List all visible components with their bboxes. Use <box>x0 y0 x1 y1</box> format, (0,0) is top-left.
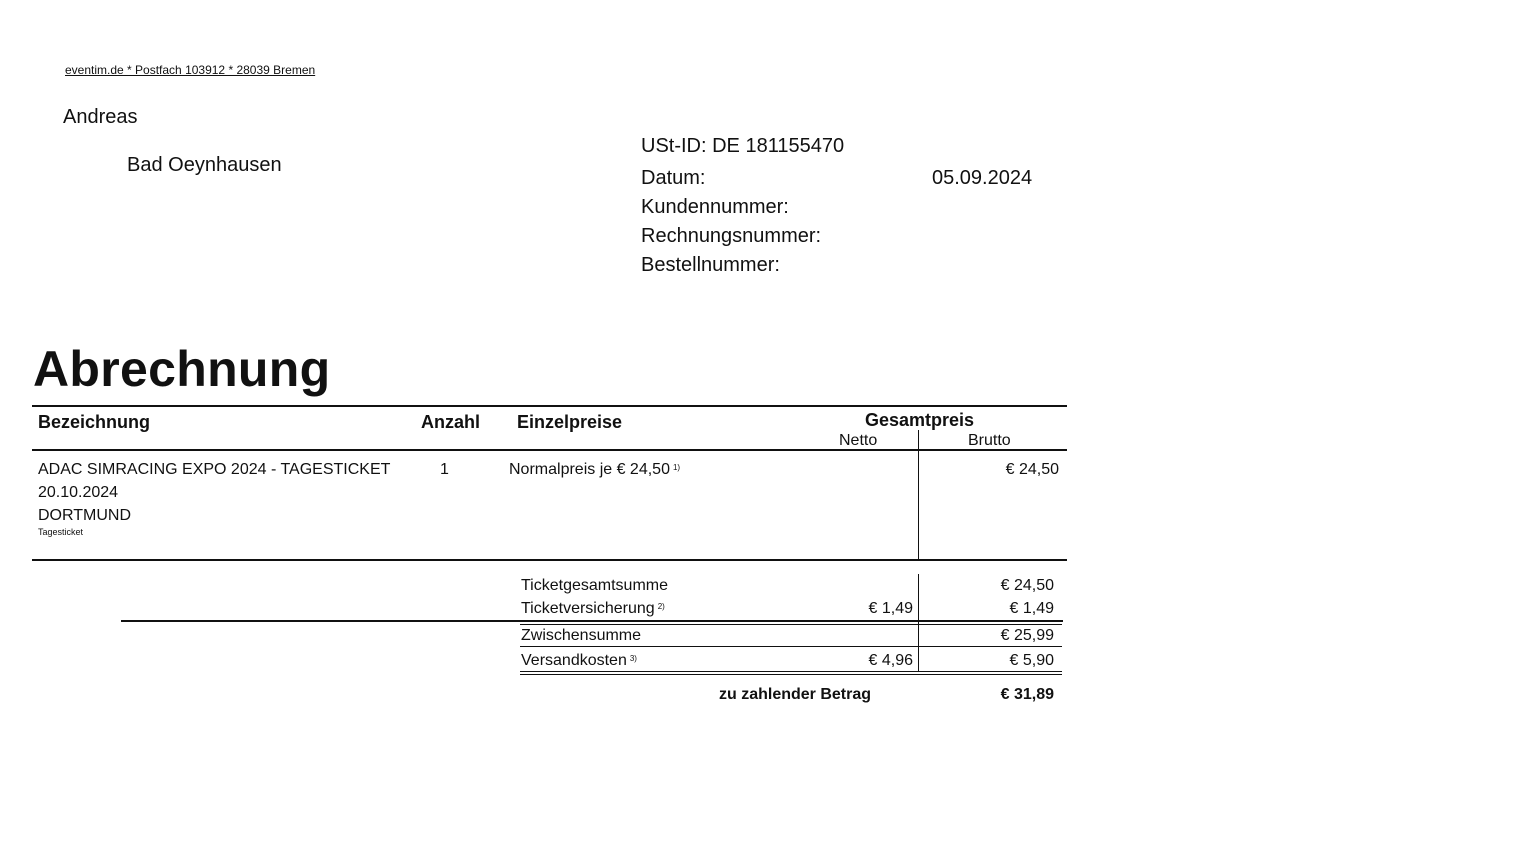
table-top-rule <box>32 405 1067 407</box>
versandkosten-netto: € 4,96 <box>868 652 913 669</box>
kundennummer-label: Kundennummer: <box>641 196 789 218</box>
header-anzahl: Anzahl <box>421 412 481 432</box>
ticketversicherung-label <box>521 600 665 618</box>
recipient-city: Bad Oeynhausen <box>127 154 282 176</box>
ust-id: USt-ID: DE 181155470 <box>641 135 845 157</box>
datum-value: 05.09.2024 <box>932 167 1033 189</box>
item-einzelpreis <box>509 461 680 479</box>
ticketgesamtsumme-brutto: € 24,50 <box>1000 577 1054 594</box>
item-date: 20.10.2024 <box>38 484 119 501</box>
subtotal-rule <box>121 620 1063 622</box>
versandkosten-label <box>521 652 637 670</box>
item-city: DORTMUND <box>38 507 132 524</box>
totals-divider <box>918 574 919 671</box>
header-gesamtpreis: Gesamtpreis <box>865 410 975 430</box>
zahlbetrag-value: € 31,89 <box>1000 686 1054 703</box>
table-header-rule <box>32 449 1067 451</box>
header-netto: Netto <box>839 432 878 449</box>
item-einzelpreis-text: Normalpreis je € 24,50 <box>509 461 670 478</box>
subtotal-rule-inner <box>520 624 1062 625</box>
header-bezeichnung: Bezeichnung <box>38 412 151 432</box>
zwischensumme-label: Zwischensumme <box>521 627 642 644</box>
item-type: Tagesticket <box>38 527 84 537</box>
versandkosten-text: Versandkosten <box>521 652 627 669</box>
footnote-marker: 3) <box>629 654 637 663</box>
footnote-marker: 1) <box>672 463 681 472</box>
versand-rule <box>520 646 1062 647</box>
bestellnummer-label: Bestellnummer: <box>641 254 780 276</box>
ticketgesamtsumme-label: Ticketgesamtsumme <box>521 577 668 594</box>
sender-address-line: eventim.de * Postfach 103912 * 28039 Bremen <box>65 63 316 77</box>
page-title: Abrechnung <box>33 341 331 397</box>
header-brutto: Brutto <box>968 432 1011 449</box>
recipient-name: Andreas <box>63 106 138 128</box>
total-double-rule-top <box>520 671 1062 672</box>
total-double-rule-bottom <box>520 674 1062 675</box>
datum-label: Datum: <box>641 167 706 189</box>
netto-brutto-divider <box>918 430 919 560</box>
ticketversicherung-brutto: € 1,49 <box>1009 600 1054 617</box>
footnote-marker: 2) <box>657 602 665 611</box>
table-bottom-rule <box>32 559 1067 561</box>
item-title: ADAC SIMRACING EXPO 2024 - TAGESTICKET <box>38 461 391 478</box>
rechnungsnummer-label: Rechnungsnummer: <box>641 225 822 247</box>
header-einzelpreise: Einzelpreise <box>517 412 623 432</box>
item-brutto: € 24,50 <box>1005 461 1059 478</box>
item-anzahl: 1 <box>440 461 449 478</box>
zahlbetrag-label: zu zahlender Betrag <box>719 686 872 703</box>
versandkosten-brutto: € 5,90 <box>1009 652 1054 669</box>
ticketversicherung-netto: € 1,49 <box>868 600 913 617</box>
ticketversicherung-text: Ticketversicherung <box>521 600 655 617</box>
zwischensumme-brutto: € 25,99 <box>1000 627 1054 644</box>
